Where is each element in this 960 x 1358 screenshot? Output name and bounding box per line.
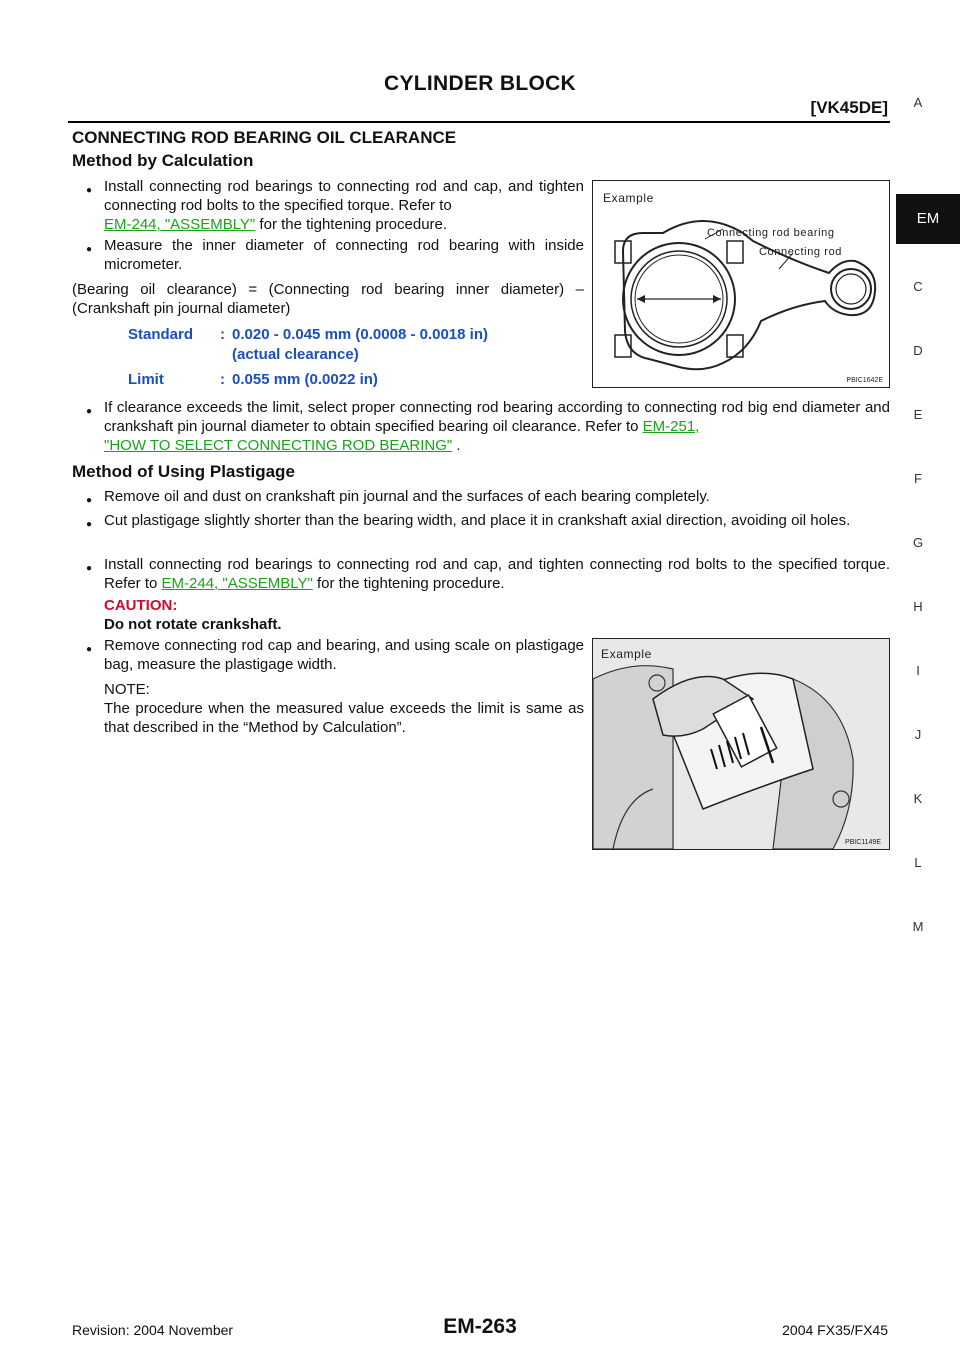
standard-value-note: (actual clearance) — [232, 346, 359, 363]
figure-title: Example — [603, 191, 654, 205]
footer-revision: Revision: 2004 November — [72, 1322, 234, 1338]
note-label: NOTE: — [104, 681, 150, 698]
index-letter-a[interactable]: A — [913, 95, 923, 110]
limit-label: Limit — [128, 371, 164, 388]
plasti-bullet-4: ● Remove connecting rod cap and bearing, and using scale on plastigage bag, measure the plastigage width. — [86, 637, 584, 673]
index-letter-f[interactable]: F — [914, 471, 922, 486]
figure-connecting-rod — [592, 180, 890, 388]
calc-heading: Method by Calculation — [72, 151, 254, 170]
index-letter-k[interactable]: K — [913, 791, 923, 806]
plasti-bullet-1: ● Remove oil and dust on crankshaft pin journal and the surfaces of each bearing completely. — [104, 487, 890, 506]
limit-value: 0.055 mm (0.0022 in) — [232, 371, 378, 388]
link-em244-assembly[interactable]: EM-244, "ASSEMBLY" — [104, 216, 256, 233]
index-letter-j[interactable]: J — [914, 727, 922, 742]
bullet-icon: ● — [86, 495, 93, 506]
bullet-icon: ● — [86, 406, 93, 417]
index-letter-l[interactable]: L — [914, 855, 922, 870]
section-title: CONNECTING ROD BEARING OIL CLEARANCE — [72, 128, 457, 147]
footer-model: 2004 FX35/FX45 — [782, 1322, 888, 1338]
clearance-formula: (Bearing oil clearance) = (Connecting rod bearing inner diameter) – (Crankshaft pin journal diameter) — [72, 281, 584, 317]
calc-bullet-1: ● Install connecting rod bearings to connecting rod and cap, and tighten connecting rod bolts to the specified torque. Refer to EM-244, "ASSEMBLY" for the tightening procedure. — [86, 178, 584, 233]
caution-label: CAUTION: — [104, 597, 178, 614]
caution-block — [104, 596, 282, 634]
label-connecting-rod: Connecting rod — [759, 246, 843, 258]
link-em251[interactable]: EM-251, — [642, 418, 700, 435]
bullet-icon: ● — [86, 563, 93, 574]
header-divider — [68, 121, 890, 123]
limit-sep: : — [220, 371, 225, 388]
plasti-bullet-3: ● Install connecting rod bearings to connecting rod and cap, and tighten connecting rod bolts to the specified torque. Refer to EM-244, "ASSEMBLY" for the tightening procedure. — [86, 556, 890, 592]
standard-label: Standard — [128, 326, 194, 343]
link-em244-assembly-2[interactable]: EM-244, "ASSEMBLY" — [161, 575, 313, 592]
note-block — [104, 680, 584, 737]
engine-code: [VK45DE] — [810, 98, 888, 117]
standard-value: 0.020 - 0.045 mm (0.0008 - 0.0018 in) — [232, 326, 488, 343]
connecting-rod-illustration — [593, 181, 889, 387]
page-number: EM-263 — [443, 1315, 517, 1338]
bullet-icon: ● — [86, 644, 93, 655]
index-letter-m[interactable]: M — [912, 919, 924, 934]
figure-title: Example — [601, 647, 652, 661]
link-select-bearing[interactable]: "HOW TO SELECT CONNECTING ROD BEARING" — [104, 437, 453, 454]
figure-plastigage — [592, 638, 890, 850]
figure-code: PBIC1642E — [846, 377, 883, 384]
plastigage-heading: Method of Using Plastigage — [72, 462, 295, 481]
index-letter-e[interactable]: E — [913, 407, 923, 422]
index-letter-d[interactable]: D — [913, 343, 923, 358]
index-letter-g[interactable]: G — [912, 535, 924, 550]
figure-code: PBIC1149E — [844, 839, 881, 846]
tab-em-active[interactable]: EM — [896, 194, 960, 244]
standard-sep: : — [220, 326, 225, 343]
bullet-icon: ● — [86, 185, 93, 196]
index-letter-h[interactable]: H — [913, 599, 923, 614]
plasti-bullet-2: ● Cut plastigage slightly shorter than the bearing width, and place it in crankshaft axial direction, avoiding oil holes. — [104, 511, 890, 530]
index-letter-i[interactable]: I — [916, 663, 920, 678]
bullet-icon: ● — [86, 519, 93, 530]
bullet-icon: ● — [86, 244, 93, 255]
page-title: CYLINDER BLOCK — [383, 72, 577, 95]
caution-text: Do not rotate crankshaft. — [104, 616, 282, 633]
note-text: The procedure when the measured value exceeds the limit is same as that described in the “Method by Calculation”. — [104, 700, 584, 736]
plastigage-illustration — [593, 639, 889, 849]
label-connecting-rod-bearing: Connecting rod bearing — [707, 227, 835, 239]
calc-bullet-2: ● Measure the inner diameter of connecting rod bearing with inside micrometer. — [86, 237, 584, 273]
index-letter-c[interactable]: C — [913, 279, 923, 294]
calc-bullet-3: ● If clearance exceeds the limit, select proper connecting rod bearing according to connecting rod big end diameter and crankshaft pin journal diameter to obtain specified bearing oil clearance. Refer to EM-251, "HOW TO SELECT CONNECTING ROD BEARING" . — [86, 399, 890, 454]
